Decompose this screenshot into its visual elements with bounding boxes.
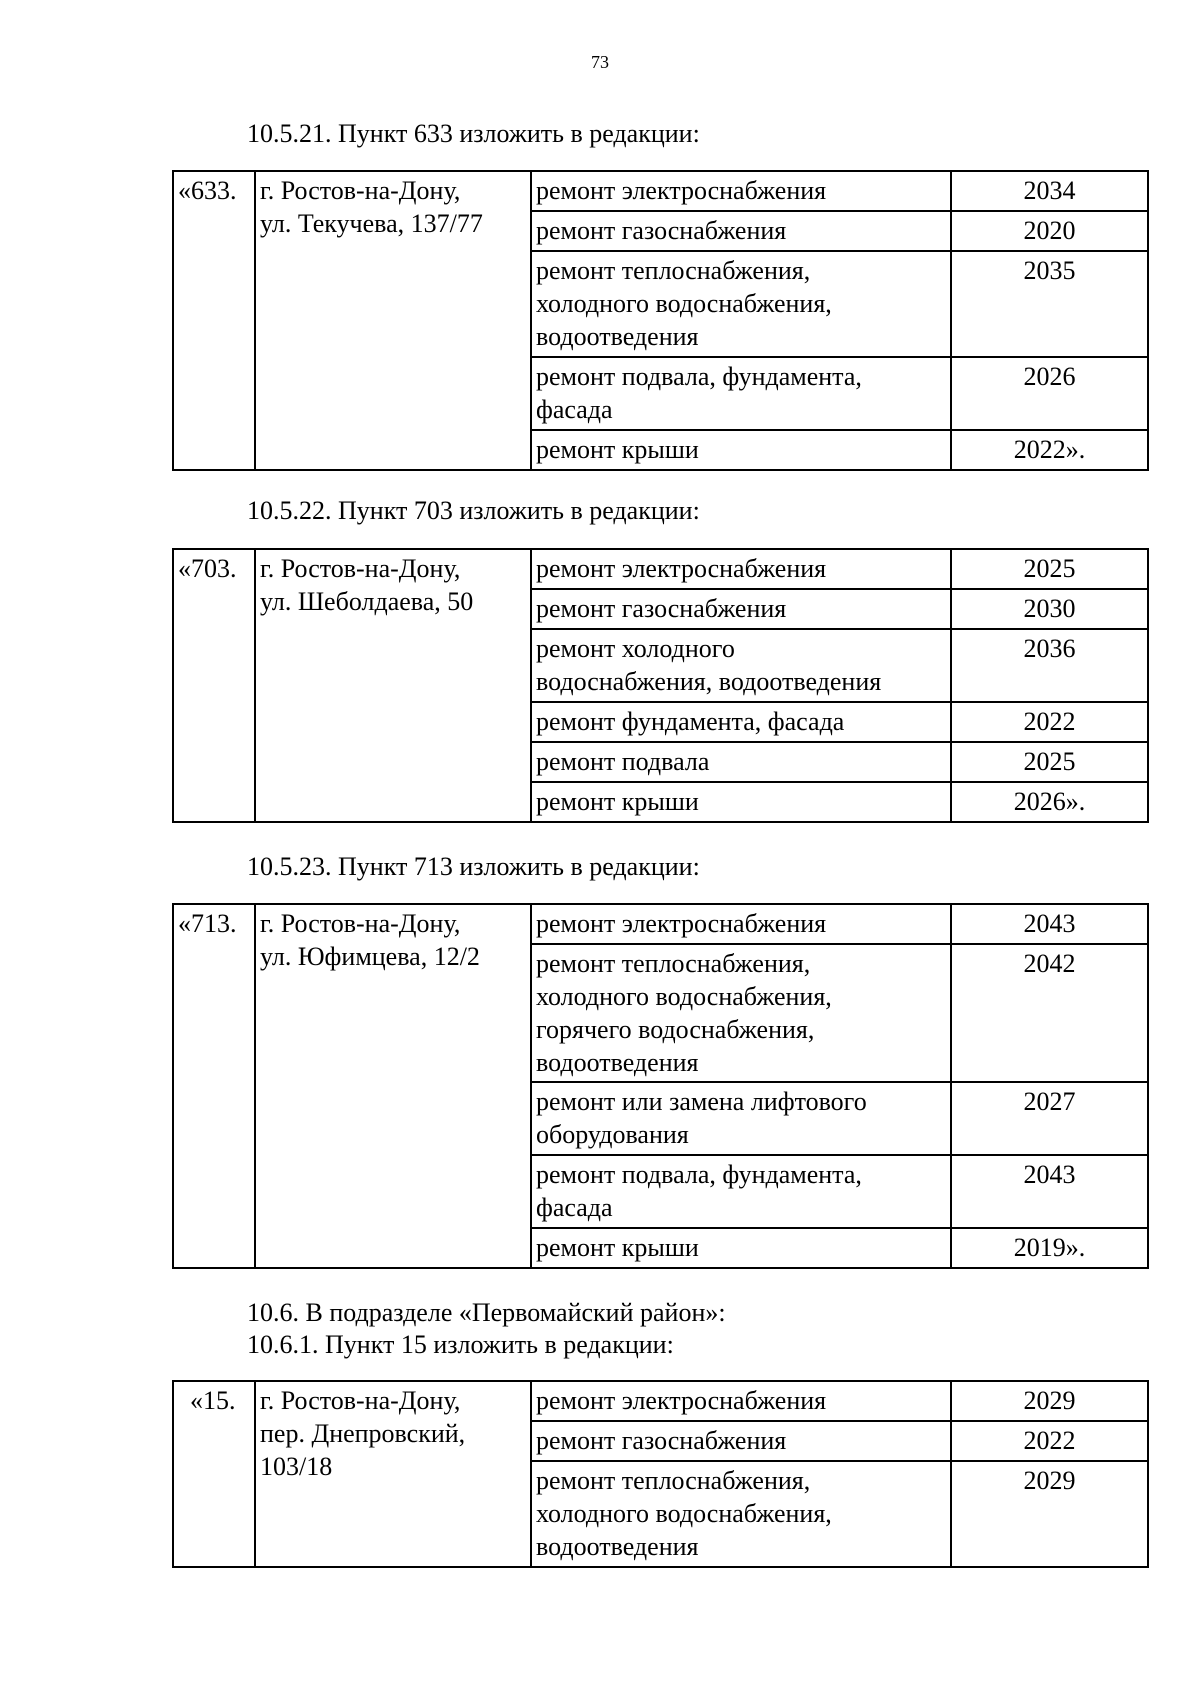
year-cell: 2029: [951, 1381, 1148, 1421]
repair-table: [172, 170, 1149, 471]
work-cell: ремонт электроснабжения: [531, 1381, 951, 1421]
address-cell: г. Ростов-на-Дону, ул. Юфимцева, 12/2: [255, 904, 531, 1268]
work-cell: ремонт теплоснабжения, холодного водоснабжения, горячего водоснабжения, водоотведения: [531, 944, 951, 1082]
year-cell: 2035: [951, 251, 1148, 357]
repair-table: [172, 903, 1149, 1269]
year-cell: 2043: [951, 904, 1148, 944]
work-cell: ремонт фундамента, фасада: [531, 702, 951, 742]
work-cell: ремонт электроснабжения: [531, 904, 951, 944]
year-cell: 2027: [951, 1082, 1148, 1155]
work-cell: ремонт газоснабжения: [531, 589, 951, 629]
repair-table: [172, 548, 1149, 823]
section-heading: 10.5.21. Пункт 633 изложить в редакции:: [247, 119, 700, 148]
work-cell: ремонт теплоснабжения, холодного водоснабжения, водоотведения: [531, 1461, 951, 1567]
work-cell: ремонт подвала: [531, 742, 951, 782]
item-number: «713.: [173, 904, 255, 1268]
address-cell: г. Ростов-на-Дону, пер. Днепровский, 103/18: [255, 1381, 531, 1567]
page-number: 73: [591, 52, 609, 72]
year-cell: 2029: [951, 1461, 1148, 1567]
subsection-heading: 10.6. В подразделе «Первомайский район»:: [247, 1298, 726, 1327]
item-number: «15.: [173, 1381, 255, 1567]
address-cell: г. Ростов-на-Дону, ул. Шеболдаева, 50: [255, 549, 531, 822]
work-cell: ремонт холодного водоснабжения, водоотведения: [531, 629, 951, 702]
year-cell: 2034: [951, 171, 1148, 211]
section-heading: 10.6.1. Пункт 15 изложить в редакции:: [247, 1330, 674, 1359]
work-cell: ремонт или замена лифтового оборудования: [531, 1082, 951, 1155]
work-cell: ремонт газоснабжения: [531, 211, 951, 251]
year-cell: 2030: [951, 589, 1148, 629]
work-cell: ремонт крыши: [531, 1228, 951, 1268]
year-cell: 2025: [951, 549, 1148, 589]
year-cell: 2020: [951, 211, 1148, 251]
section-heading: 10.5.22. Пункт 703 изложить в редакции:: [247, 496, 700, 525]
year-cell: 2043: [951, 1155, 1148, 1228]
year-cell: 2036: [951, 629, 1148, 702]
work-cell: ремонт теплоснабжения, холодного водоснабжения, водоотведения: [531, 251, 951, 357]
year-cell: 2026».: [951, 782, 1148, 822]
work-cell: ремонт крыши: [531, 430, 951, 470]
address-cell: г. Ростов-на-Дону, ул. Текучева, 137/77: [255, 171, 531, 470]
year-cell: 2022: [951, 702, 1148, 742]
work-cell: ремонт крыши: [531, 782, 951, 822]
repair-table: [172, 1380, 1149, 1568]
year-cell: 2025: [951, 742, 1148, 782]
year-cell: 2042: [951, 944, 1148, 1082]
work-cell: ремонт электроснабжения: [531, 549, 951, 589]
year-cell: 2022: [951, 1421, 1148, 1461]
year-cell: 2026: [951, 357, 1148, 430]
work-cell: ремонт подвала, фундамента, фасада: [531, 357, 951, 430]
work-cell: ремонт подвала, фундамента, фасада: [531, 1155, 951, 1228]
work-cell: ремонт газоснабжения: [531, 1421, 951, 1461]
section-heading: 10.5.23. Пункт 713 изложить в редакции:: [247, 852, 700, 881]
item-number: «633.: [173, 171, 255, 470]
year-cell: 2019».: [951, 1228, 1148, 1268]
item-number: «703.: [173, 549, 255, 822]
year-cell: 2022».: [951, 430, 1148, 470]
work-cell: ремонт электроснабжения: [531, 171, 951, 211]
